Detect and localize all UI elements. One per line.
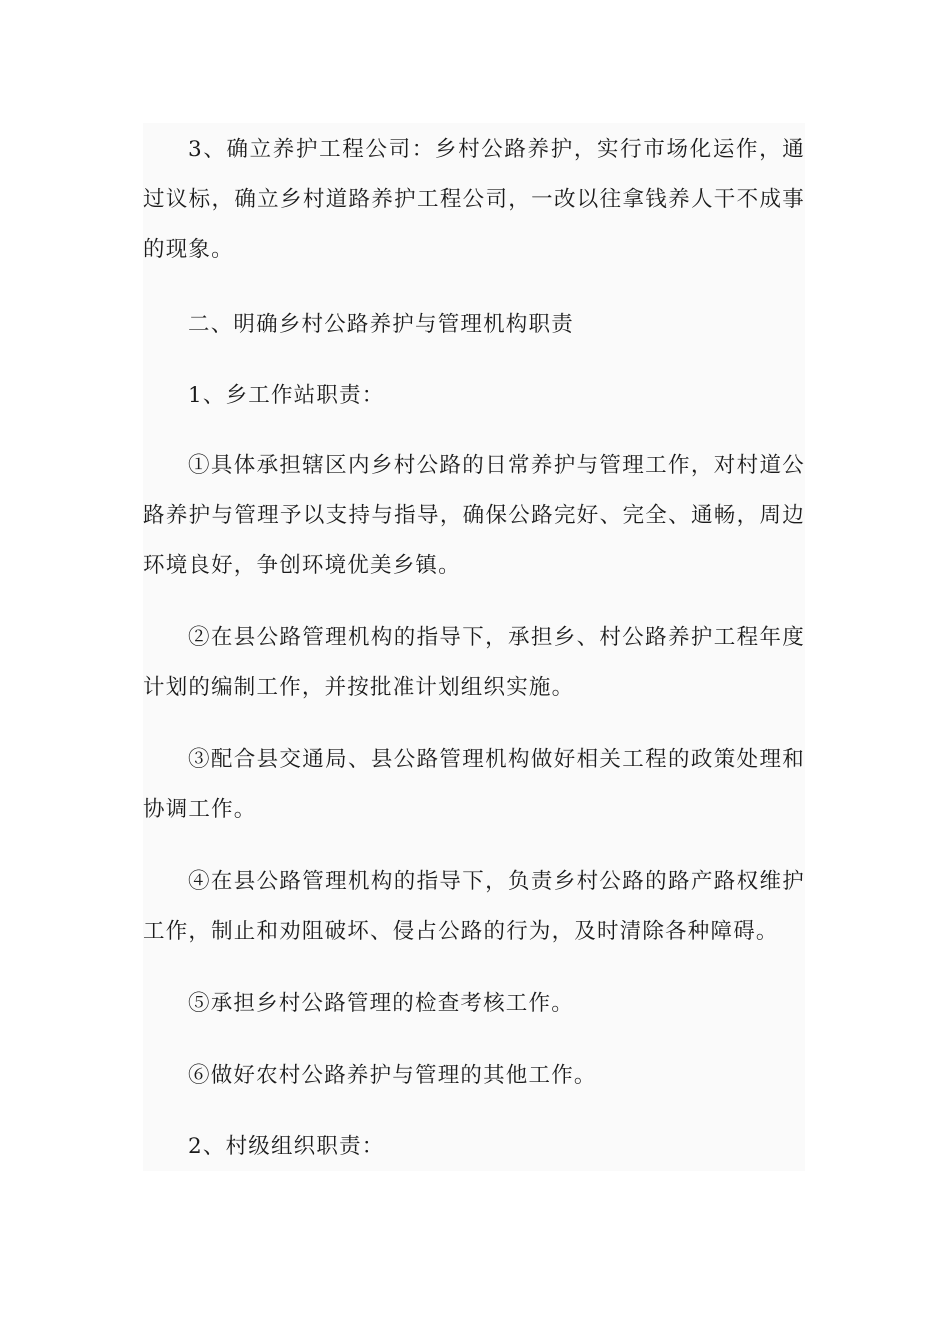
paragraph-maintenance-company: 3、确立养护工程公司：乡村公路养护，实行市场化运作，通过议标，确立乡村道路养护工程公司，一改以往拿钱养人干不成事的现象。 <box>143 137 805 262</box>
duty-item-4: ④在县公路管理机构的指导下，负责乡村公路的路产路权维护工作，制止和劝阻破坏、侵占公路的行为，及时清除各种障碍。 <box>143 869 805 944</box>
duty-item-1: ①具体承担辖区内乡村公路的日常养护与管理工作，对村道公路养护与管理予以支持与指导，确保公路完好、完全、通畅，周边环境良好，争创环境优美乡镇。 <box>143 453 805 578</box>
duty-item-6: ⑥做好农村公路养护与管理的其他工作。 <box>188 1063 597 1088</box>
section-heading-duties: 二、明确乡村公路养护与管理机构职责 <box>188 312 574 337</box>
subheading-village-org: 2、村级组织职责： <box>188 1134 385 1159</box>
duty-item-2: ②在县公路管理机构的指导下，承担乡、村公路养护工程年度计划的编制工作，并按批准计划组织实施。 <box>143 625 805 700</box>
duty-item-3: ③配合县交通局、县公路管理机构做好相关工程的政策处理和协调工作。 <box>143 747 805 822</box>
duty-item-5: ⑤承担乡村公路管理的检查考核工作。 <box>188 991 574 1016</box>
document-page <box>143 123 805 1171</box>
subheading-township-station: 1、乡工作站职责： <box>188 383 385 408</box>
